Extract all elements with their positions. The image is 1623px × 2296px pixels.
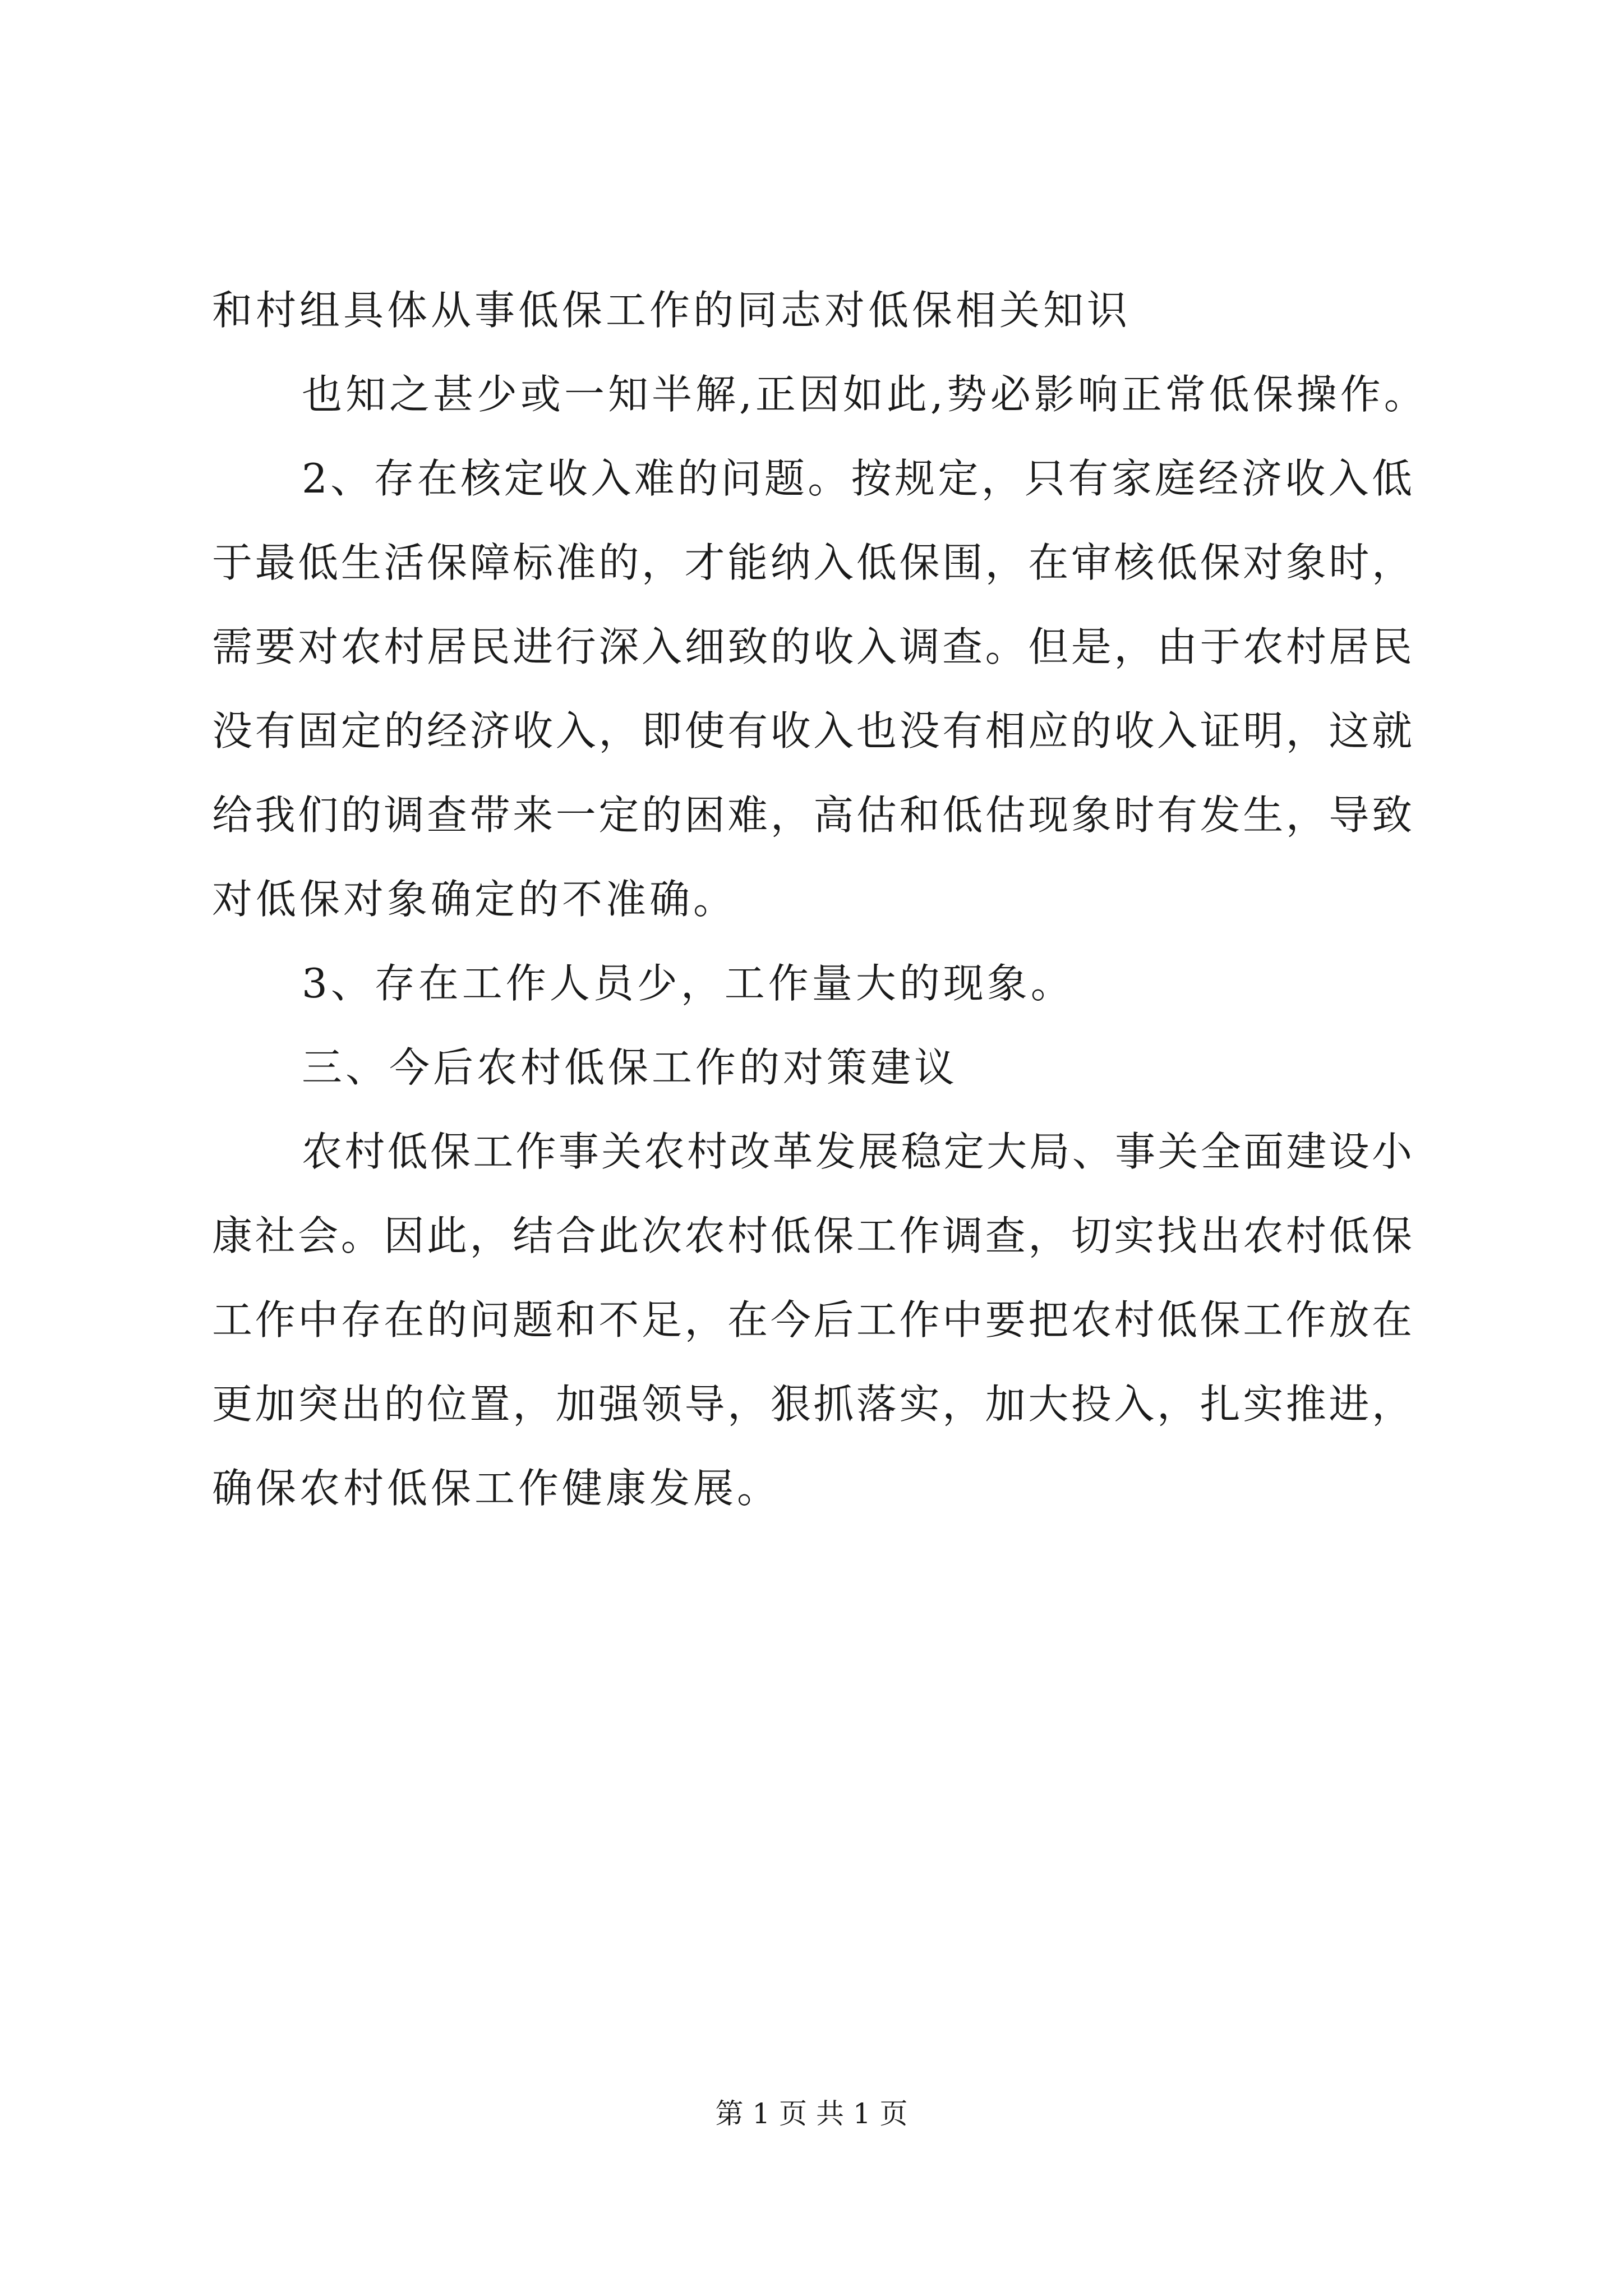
text-line: 工作中存在的问题和不足，在今后工作中要把农村低保工作放在: [212, 1296, 1412, 1343]
section-heading: 三、今后农村低保工作的对策建议: [302, 1044, 958, 1091]
text-line: 3、存在工作人员少，工作量大的现象。: [302, 960, 1075, 1007]
page-footer: 第 1 页 共 1 页: [715, 2097, 908, 2130]
text-line: 农村低保工作事关农村改革发展稳定大局、事关全面建设小: [302, 1128, 1412, 1175]
text-line: 没有固定的经济收入，即使有收入也没有相应的收入证明，这就: [212, 707, 1412, 754]
text-line: 于最低生活保障标准的，才能纳入低保围，在审核低保对象时，: [212, 539, 1412, 586]
text-line: 康社会。因此，结合此次农村低保工作调查，切实找出农村低保: [212, 1212, 1412, 1259]
text-line: 对低保对象确定的不准确。: [212, 876, 737, 923]
text-line: 更加突出的位置，加强领导，狠抓落实，加大投入，扎实推进，: [212, 1381, 1412, 1428]
text-line: 也知之甚少或一知半解,正因如此,势必影响正常低保操作。: [302, 371, 1428, 418]
text-line: 2、存在核定收入难的问题。按规定，只有家庭经济收入低: [302, 455, 1412, 502]
text-line: 给我们的调查带来一定的困难，高估和低估现象时有发生，导致: [212, 792, 1412, 839]
text-line: 和村组具体从事低保工作的同志对低保相关知识: [212, 287, 1131, 334]
text-line: 确保农村低保工作健康发展。: [212, 1465, 781, 1512]
document-body: [212, 268, 1428, 1530]
text-line: 需要对农村居民进行深入细致的收入调查。但是，由于农村居民: [212, 623, 1412, 670]
